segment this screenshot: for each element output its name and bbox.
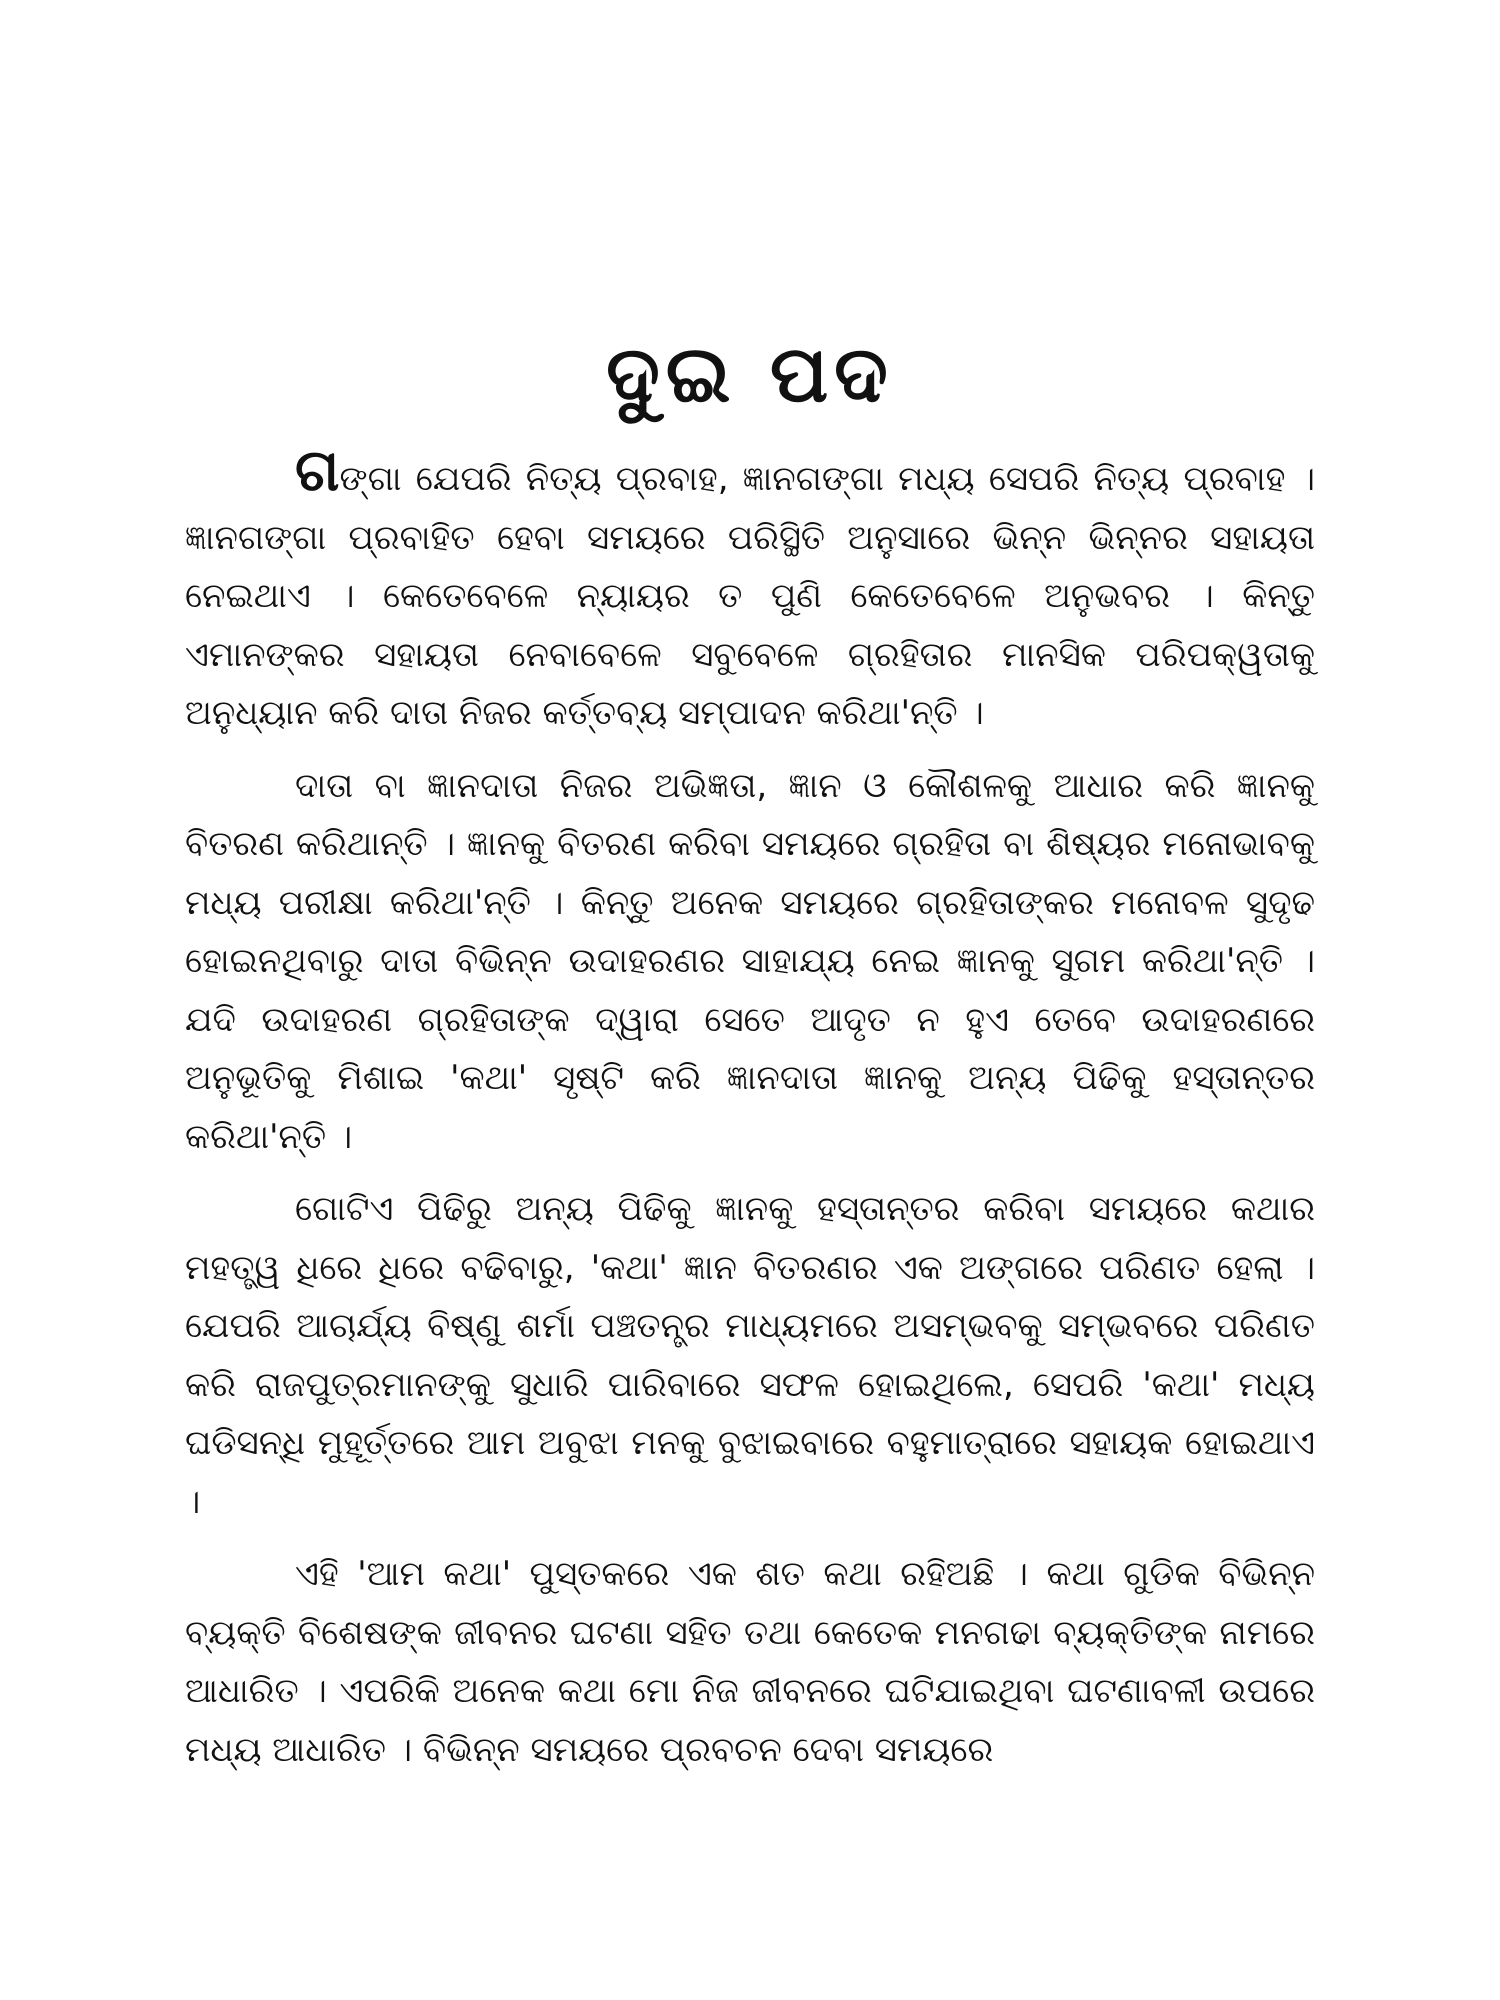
drop-cap: ଗ: [295, 436, 340, 504]
paragraph-3: ଗୋଟିଏ ପିଢିରୁ ଅନ୍ୟ ପିଢିକୁ ଜ୍ଞାନକୁ ହସ୍ତାନ୍ତର କରିବା ସମୟରେ କଥାର ମହତ୍ତ୍ୱ ଧିରେ ଧିରେ ବଢିବାରୁ, 'କଥା' ଜ୍ଞାନ ବିତରଣର ଏକ ଅଙ୍ଗରେ ପରିଣତ ହେଲା । ଯେପରି ଆଚାର୍ଯ୍ୟ ବିଷ୍ଣୁ ଶର୍ମା ପଞ୍ଚତନ୍ତ୍ର ମାଧ୍ୟମରେ ଅସମ୍ଭବକୁ ସମ୍ଭବରେ ପରିଣତ କରି ରାଜପୁତ୍ରମାନଙ୍କୁ ସୁଧାରି ପାରିବାରେ ସଫଳ ହୋଇଥିଲେ, ସେପରି 'କଥା' ମଧ୍ୟ ଘଡିସନ୍ଧି ମୁହୂର୍ତ୍ତରେ ଆମ ଅବୁଝା ମନକୁ ବୁଝାଇବାରେ ବହୁମାତ୍ରାରେ ସହାୟକ ହୋଇଥାଏ ।: [185, 1189, 1315, 1522]
page-title: ଦୁଇ ପଦ: [606, 330, 894, 420]
paragraph-1: [185, 436, 1315, 743]
paragraph-1-text: ଙ୍ଗା ଯେପରି ନିତ୍ୟ ପ୍ରବାହ, ଜ୍ଞାନଗଙ୍ଗା ମଧ୍ୟ ସେପରି ନିତ୍ୟ ପ୍ରବାହ । ଜ୍ଞାନଗଙ୍ଗା ପ୍ରବାହିତ ହେବା ସମୟରେ ପରିସ୍ଥିତି ଅନୁସାରେ ଭିନ୍ନ ଭିନ୍ନର ସହାୟତା ନେଇଥାଏ । କେତେବେଳେ ନ୍ୟାୟର ତ ପୁଣି କେତେବେଳେ ଅନୁଭବର । କିନ୍ତୁ ଏମାନଙ୍କର ସହାୟତା ନେବାବେଳେ ସବୁବେଳେ ଗ୍ରହିତାର ମାନସିକ ପରିପକ୍ୱତାକୁ ଅନୁଧ୍ୟାନ କରି ଦାତା ନିଜର କର୍ତ୍ତବ୍ୟ ସମ୍ପାଦନ କରିଥା'ନ୍ତି ।: [185, 459, 1315, 733]
paragraph-4: ଏହି 'ଆମ କଥା' ପୁସ୍ତକରେ ଏକ ଶତ କଥା ରହିଅଛି । କଥା ଗୁଡିକ ବିଭିନ୍ନ ବ୍ୟକ୍ତି ବିଶେଷଙ୍କ ଜୀବନର ଘଟଣା ସହିତ ତଥା କେତେକ ମନଗଢା ବ୍ୟକ୍ତିଙ୍କ ନାମରେ ଆଧାରିତ । ଏପରିକି ଅନେକ କଥା ମୋ ନିଜ ଜୀବନରେ ଘଟିଯାଇଥିବା ଘଟଣାବଳୀ ଉପରେ ମଧ୍ୟ ଆଧାରିତ । ବିଭିନ୍ନ ସମୟରେ ପ୍ରବଚନ ଦେବା ସମୟରେ: [185, 1554, 1315, 1770]
body-text: [185, 436, 1315, 1779]
paragraph-2: ଦାତା ବା ଜ୍ଞାନଦାତା ନିଜର ଅଭିଜ୍ଞତା, ଜ୍ଞାନ ଓ କୌଶଳକୁ ଆଧାର କରି ଜ୍ଞାନକୁ ବିତରଣ କରିଥାନ୍ତି । ଜ୍ଞାନକୁ ବିତରଣ କରିବା ସମୟରେ ଗ୍ରହିତା ବା ଶିଷ୍ୟର ମନୋଭାବକୁ ମଧ୍ୟ ପରୀକ୍ଷା କରିଥା'ନ୍ତି । କିନ୍ତୁ ଅନେକ ସମୟରେ ଗ୍ରହିତାଙ୍କର ମନୋବଳ ସୁଦୃଢ ହୋଇନଥିବାରୁ ଦାତା ବିଭିନ୍ନ ଉଦାହରଣର ସାହାଯ୍ୟ ନେଇ ଜ୍ଞାନକୁ ସୁଗମ କରିଥା'ନ୍ତି । ଯଦି ଉଦାହରଣ ଗ୍ରହିତାଙ୍କ ଦ୍ୱାରା ସେତେ ଆଦୃତ ନ ହୁଏ ତେବେ ଉଦାହରଣରେ ଅନୁଭୂତିକୁ ମିଶାଇ 'କଥା' ସୃଷ୍ଟି କରି ଜ୍ଞାନଦାତା ଜ୍ଞାନକୁ ଅନ୍ୟ ପିଢିକୁ ହସ୍ତାନ୍ତର କରିଥା'ନ୍ତି ।: [185, 765, 1315, 1157]
